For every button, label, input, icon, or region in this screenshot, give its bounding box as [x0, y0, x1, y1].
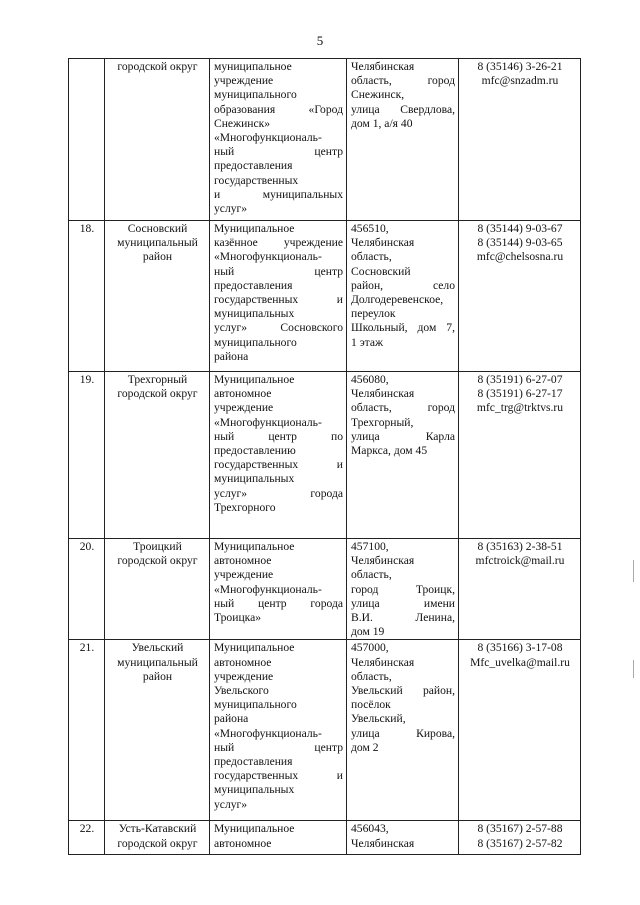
cell-line: Школьный, дом 7,	[351, 321, 455, 335]
municipality-cell	[105, 59, 210, 221]
cell-line: городской округ	[117, 60, 198, 73]
cell-line: государственных	[214, 173, 299, 187]
cell-line: муниципального	[214, 698, 297, 712]
cell-line: 456510,	[351, 222, 389, 235]
cell-line: услуг»	[214, 797, 248, 811]
cell-line: «Многофункциональ-	[214, 726, 322, 740]
cell-line: «Многофункциональ-	[214, 415, 322, 429]
scan-margin-mark	[633, 560, 634, 582]
cell-line: муниципальных	[214, 472, 295, 486]
cell-line: казённое учреждение	[214, 236, 343, 250]
organization-cell	[210, 372, 347, 539]
cell-line: область, город	[351, 401, 455, 415]
cell-line: mfc@chelsosna.ru	[476, 250, 564, 264]
cell-line: район, село	[351, 278, 455, 292]
cell-line: 8 (35167) 2-57-88	[477, 822, 563, 836]
cell-line: Снежинск,	[351, 88, 405, 102]
address-cell	[347, 640, 459, 821]
cell-line: ный центр по	[214, 429, 343, 443]
cell-line: посёлок	[351, 698, 391, 712]
row-number-cell: 21.	[69, 640, 105, 821]
cell-line: дом 1, а/я 40	[351, 116, 413, 130]
address-cell	[347, 821, 459, 855]
table-row	[69, 372, 581, 539]
cell-line: предоставления	[214, 755, 293, 769]
cell-line: дом 19	[351, 625, 385, 639]
cell-line: район	[142, 250, 173, 264]
cell-line: Трехгорный,	[351, 415, 414, 429]
cell-line: переулок	[351, 307, 396, 321]
cell-line: городской округ	[117, 387, 198, 401]
cell-line: дом 2	[351, 740, 379, 754]
mfc-directory-table	[68, 58, 581, 855]
cell-line: mfc_trg@trktvs.ru	[476, 401, 564, 415]
cell-line: предоставления	[214, 159, 293, 173]
contacts-cell	[459, 640, 581, 821]
organization-cell	[210, 640, 347, 821]
cell-line: услуг» города	[214, 486, 343, 500]
cell-line: Челябинская	[351, 554, 415, 568]
cell-line: mfc@snzadm.ru	[481, 74, 559, 88]
table-row	[69, 221, 581, 372]
cell-line: город Троицк,	[351, 582, 455, 596]
cell-line: Увельского	[214, 684, 269, 698]
cell-line: 8 (35144) 9-03-67	[477, 222, 563, 235]
cell-line: улица Кирова,	[351, 726, 455, 740]
cell-line: область,	[351, 568, 392, 582]
cell-line: Муниципальное	[214, 222, 295, 235]
contacts-cell	[459, 221, 581, 372]
cell-line: Сосновский	[351, 264, 411, 278]
cell-line: муниципальных	[214, 783, 295, 797]
address-cell	[347, 59, 459, 221]
cell-line: 8 (35166) 3-17-08	[477, 641, 563, 655]
address-cell	[347, 539, 459, 640]
cell-line: Муниципальное	[214, 540, 295, 553]
cell-line: ный центр	[214, 264, 343, 278]
row-number-cell: 18.	[69, 221, 105, 372]
cell-line: ный центр	[214, 740, 343, 754]
municipality-cell	[105, 372, 210, 539]
cell-line: Челябинская	[351, 387, 415, 401]
cell-line: автономное	[214, 655, 272, 669]
cell-line: Трехгорный	[127, 373, 188, 386]
cell-line: «Многофункциональ-	[214, 250, 322, 264]
cell-line: Челябинская	[351, 655, 415, 669]
cell-line: государственных и	[214, 458, 343, 472]
organization-cell	[210, 539, 347, 640]
cell-line: Долгодеревенское,	[351, 293, 444, 307]
contacts-cell	[459, 821, 581, 855]
cell-line: Муниципальное	[214, 373, 295, 386]
address-cell	[347, 372, 459, 539]
cell-line: Усть-Катавский	[118, 822, 197, 836]
cell-line: улица Свердлова,	[351, 102, 455, 116]
cell-line: учреждение	[214, 74, 274, 88]
cell-line: Муниципальное	[214, 822, 295, 836]
cell-line: автономное	[214, 554, 272, 568]
cell-line: 456043,	[351, 822, 389, 836]
organization-cell	[210, 221, 347, 372]
cell-line: Троицка»	[214, 611, 262, 625]
cell-line: 457100,	[351, 540, 389, 553]
cell-line: Снежинск»	[214, 116, 271, 130]
cell-line: городской округ	[117, 554, 198, 568]
cell-line: 8 (35146) 3-26-21	[477, 60, 563, 73]
cell-line: «Многофункциональ-	[214, 131, 322, 145]
municipality-cell	[105, 539, 210, 640]
cell-line: 8 (35191) 6-27-17	[477, 387, 563, 401]
contacts-cell	[459, 372, 581, 539]
cell-line: муниципального	[214, 335, 297, 349]
cell-line: автономное	[214, 387, 272, 401]
cell-line: услуг» Сосновского	[214, 321, 343, 335]
cell-line: муниципальных	[214, 307, 295, 321]
cell-line: образования «Город	[214, 102, 343, 116]
cell-line: учреждение	[214, 669, 274, 683]
cell-line: муниципальный	[117, 655, 198, 669]
cell-line: и муниципальных	[214, 187, 343, 201]
cell-line: Троицкий	[133, 540, 182, 553]
cell-line: муниципального	[214, 88, 297, 102]
municipality-cell	[105, 640, 210, 821]
cell-line: область, город	[351, 74, 455, 88]
cell-line: Маркса, дом 45	[351, 444, 428, 458]
municipality-cell	[105, 221, 210, 372]
cell-line: муниципальный	[117, 236, 198, 250]
cell-line: Челябинская	[351, 236, 415, 250]
municipality-cell	[105, 821, 210, 855]
cell-line: учреждение	[214, 401, 274, 415]
cell-line: «Многофункциональ-	[214, 582, 322, 596]
cell-line: государственных и	[214, 769, 343, 783]
cell-line: 457000,	[351, 641, 389, 655]
organization-cell	[210, 59, 347, 221]
cell-line: В.И. Ленина,	[351, 611, 455, 625]
row-number-cell: 19.	[69, 372, 105, 539]
cell-line: предоставления	[214, 278, 293, 292]
cell-line: Челябинская	[351, 836, 415, 850]
cell-line: 8 (35191) 6-27-07	[477, 373, 563, 386]
cell-line: государственных и	[214, 293, 343, 307]
cell-line: ный центр города	[214, 596, 343, 610]
cell-line: 8 (35144) 9-03-65	[477, 236, 563, 250]
cell-line: муниципальное	[214, 60, 292, 73]
cell-line: городской округ	[117, 836, 198, 850]
scan-margin-mark	[633, 660, 634, 678]
cell-line: улица Карла	[351, 429, 455, 443]
cell-line: улица имени	[351, 596, 455, 610]
cell-line: района	[214, 349, 249, 363]
page-number: 5	[316, 33, 324, 48]
cell-line: область,	[351, 250, 392, 264]
table-row	[69, 640, 581, 821]
cell-line: Mfc_uvelka@mail.ru	[470, 655, 570, 669]
cell-line: Трехгорного	[214, 500, 276, 514]
cell-line: Увельский район,	[351, 684, 455, 698]
organization-cell	[210, 821, 347, 855]
cell-line: ный центр	[214, 145, 343, 159]
cell-line: предоставлению	[214, 444, 296, 458]
row-number-cell	[69, 59, 105, 221]
cell-line: Муниципальное	[214, 641, 295, 655]
table-row	[69, 59, 581, 221]
cell-line: учреждение	[214, 568, 274, 582]
contacts-cell	[459, 59, 581, 221]
cell-line: mfctroick@mail.ru	[475, 554, 565, 568]
table-row	[69, 821, 581, 855]
cell-line: услуг»	[214, 202, 248, 216]
cell-line: 8 (35163) 2-38-51	[477, 540, 563, 553]
cell-line: района	[214, 712, 249, 726]
cell-line: район	[142, 669, 173, 683]
cell-line: 1 этаж	[351, 335, 384, 349]
cell-line: Увельский,	[351, 712, 406, 726]
cell-line: 8 (35167) 2-57-82	[477, 836, 563, 850]
cell-line: 456080,	[351, 373, 389, 386]
contacts-cell	[459, 539, 581, 640]
cell-line: Сосновский	[127, 222, 188, 235]
cell-line: автономное	[214, 836, 272, 850]
cell-line: Увельский	[131, 641, 184, 655]
address-cell	[347, 221, 459, 372]
table-row	[69, 539, 581, 640]
cell-line: область,	[351, 669, 392, 683]
row-number-cell: 22.	[69, 821, 105, 855]
row-number-cell: 20.	[69, 539, 105, 640]
cell-line: Челябинская	[351, 60, 415, 73]
